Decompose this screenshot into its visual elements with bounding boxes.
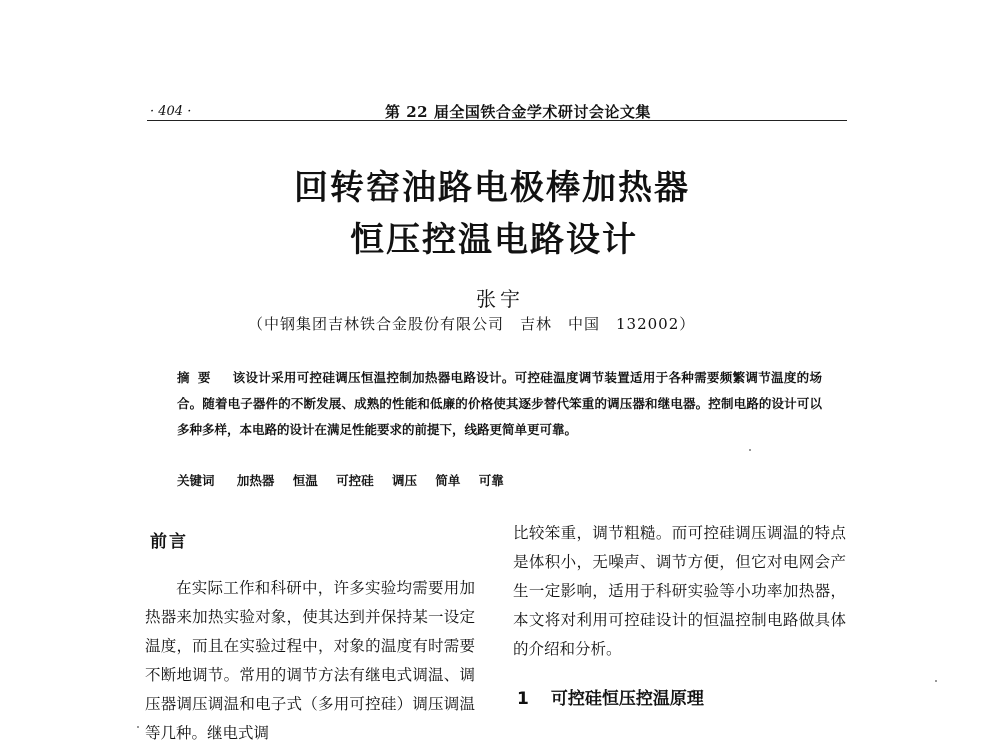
keywords [177, 471, 504, 489]
section-number: 1 [517, 689, 529, 709]
keyword: 可靠 [478, 473, 504, 488]
scan-speck [137, 726, 139, 728]
section-heading-intro: 前言 [150, 532, 188, 552]
page-number: · 404 · [150, 104, 192, 119]
scan-speck [935, 680, 937, 682]
title-line-2: 恒压控温电路设计 [350, 220, 638, 260]
keyword: 简单 [435, 473, 461, 488]
section-heading-1 [517, 684, 704, 709]
keyword: 调压 [392, 473, 418, 488]
header-rule [147, 120, 847, 121]
intro-paragraph-continued: 比较笨重，调节粗糙。而可控硅调压调温的特点是体积小，无噪声、调节方便，但它对电网会产生一定影响，适用于科研实验等小功率加热器，本文将对利用可控硅设计的恒温控制电路做具体的介绍和分析。 [513, 524, 846, 658]
section-title: 可控硅恒压控温原理 [550, 689, 704, 709]
keyword: 可控硅 [336, 473, 374, 488]
keywords-label: 关键词 [177, 473, 215, 488]
running-head: 第 22 届全国铁合金学术研讨会论文集 [385, 103, 651, 121]
scan-speck [749, 449, 751, 451]
intro-paragraph: 在实际工作和科研中，许多实验均需要用加热器来加热实验对象，使其达到并保持某一设定温度，而且在实验过程中，对象的温度有时需要不断地调节。常用的调节方法有继电式调温、调压器调压调温和电子式（多用可控硅）调压调温等几种。继电式调 [145, 579, 475, 742]
keyword: 恒温 [292, 473, 318, 488]
abstract [177, 365, 822, 443]
author-name: 张宇 [476, 287, 524, 311]
abstract-label: 摘要 [177, 370, 219, 385]
author-affiliation: （中钢集团吉林铁合金股份有限公司 吉林 中国 132002） [248, 315, 696, 333]
keyword: 加热器 [236, 473, 275, 488]
title-line-1: 回转窑油路电极棒加热器 [294, 168, 690, 208]
abstract-text: 该设计采用可控硅调压恒温控制加热器电路设计。可控硅温度调节装置适用于各种需要频繁调节温度的场合。随着电子器件的不断发展、成熟的性能和低廉的价格使其逐步替代笨重的调压器和继电器。控制电路的设计可以多种多样，本电路的设计在满足性能要求的前提下，线路更简单更可靠。 [177, 370, 822, 437]
